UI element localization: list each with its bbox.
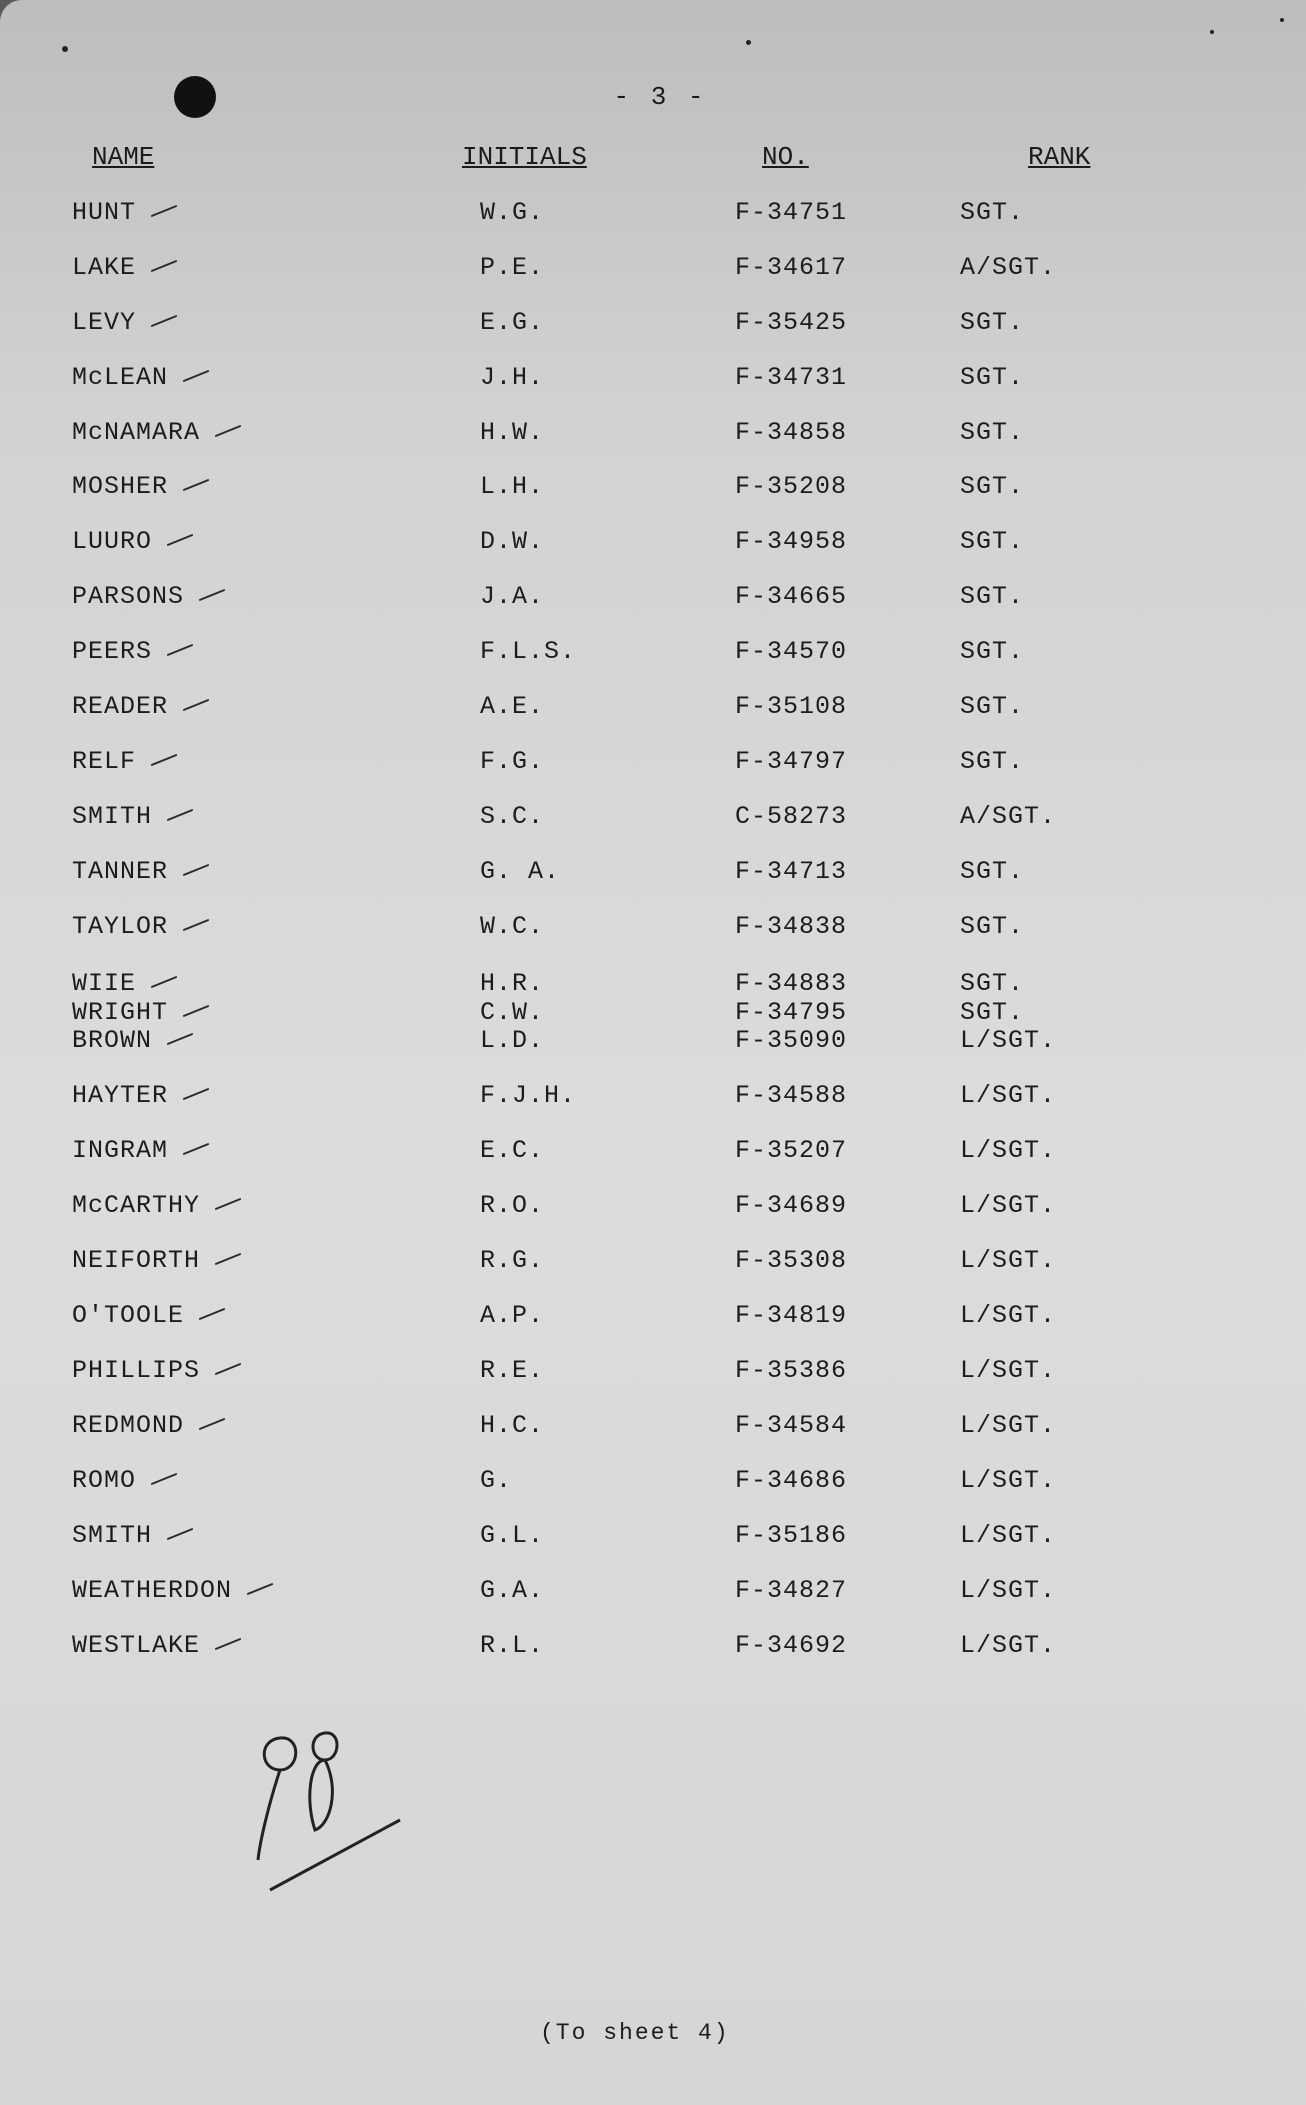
row-name: TAYLOR <box>72 912 169 941</box>
row-rank: L/SGT. <box>960 1026 1057 1055</box>
row-name: O'TOOLE <box>72 1301 185 1330</box>
to-sheet-note: (To sheet 4) <box>540 2020 730 2046</box>
row-rank: A/SGT. <box>960 253 1057 282</box>
row-number: F-35308 <box>735 1246 848 1275</box>
check-mark-icon <box>183 1143 210 1155</box>
row-number: F-34838 <box>735 912 848 941</box>
row-name: WIIE <box>72 969 137 998</box>
row-initials: C.W. <box>480 998 545 1027</box>
check-mark-icon <box>183 479 210 491</box>
row-initials: P.E. <box>480 253 545 282</box>
row-name: WRIGHT <box>72 998 169 1027</box>
row-initials: H.W. <box>480 418 545 447</box>
row-rank: L/SGT. <box>960 1356 1057 1385</box>
row-initials: G.L. <box>480 1521 545 1550</box>
row-name: HUNT <box>72 198 137 227</box>
row-name: PHILLIPS <box>72 1356 201 1385</box>
row-initials: G. A. <box>480 857 561 886</box>
table-row <box>0 1356 1306 1396</box>
row-number: F-35207 <box>735 1136 848 1165</box>
row-number: F-34858 <box>735 418 848 447</box>
table-row <box>0 1136 1306 1176</box>
table-row <box>0 692 1306 732</box>
row-initials: A.E. <box>480 692 545 721</box>
table-row <box>0 582 1306 622</box>
check-mark-icon <box>215 1638 242 1650</box>
check-mark-icon <box>151 754 178 766</box>
row-rank: SGT. <box>960 912 1025 941</box>
row-number: F-34958 <box>735 527 848 556</box>
row-name: WEATHERDON <box>72 1576 233 1605</box>
check-mark-icon <box>183 370 210 382</box>
row-initials: A.P. <box>480 1301 545 1330</box>
row-initials: L.D. <box>480 1026 545 1055</box>
row-number: F-34751 <box>735 198 848 227</box>
row-rank: SGT. <box>960 857 1025 886</box>
row-number: F-34689 <box>735 1191 848 1220</box>
table-row <box>0 1466 1306 1506</box>
row-number: F-34584 <box>735 1411 848 1440</box>
punch-hole <box>174 76 216 118</box>
row-initials: R.E. <box>480 1356 545 1385</box>
row-name: READER <box>72 692 169 721</box>
row-name: TANNER <box>72 857 169 886</box>
row-number: F-34617 <box>735 253 848 282</box>
check-mark-icon <box>183 1088 210 1100</box>
row-number: F-35090 <box>735 1026 848 1055</box>
speck <box>1280 18 1284 22</box>
row-name: McLEAN <box>72 363 169 392</box>
table-row <box>0 802 1306 842</box>
check-mark-icon <box>199 1418 226 1430</box>
row-number: F-34883 <box>735 969 848 998</box>
row-initials: F.G. <box>480 747 545 776</box>
row-number: F-34692 <box>735 1631 848 1660</box>
row-name: LAKE <box>72 253 137 282</box>
check-mark-icon <box>151 315 178 327</box>
row-name: SMITH <box>72 802 153 831</box>
row-initials: H.C. <box>480 1411 545 1440</box>
check-mark-icon <box>183 699 210 711</box>
header-initials: INITIALS <box>462 142 587 172</box>
check-mark-icon <box>167 644 194 656</box>
row-name: McCARTHY <box>72 1191 201 1220</box>
row-rank: L/SGT. <box>960 1466 1057 1495</box>
row-initials: G. <box>480 1466 513 1495</box>
check-mark-icon <box>183 1005 210 1017</box>
row-name: LEVY <box>72 308 137 337</box>
row-number: F-35425 <box>735 308 848 337</box>
row-initials: D.W. <box>480 527 545 556</box>
check-mark-icon <box>215 425 242 437</box>
row-name: ROMO <box>72 1466 137 1495</box>
row-number: F-35108 <box>735 692 848 721</box>
check-mark-icon <box>199 1308 226 1320</box>
row-initials: F.L.S. <box>480 637 577 666</box>
row-name: McNAMARA <box>72 418 201 447</box>
header-name: NAME <box>92 142 155 172</box>
row-initials: W.C. <box>480 912 545 941</box>
row-initials: E.G. <box>480 308 545 337</box>
check-mark-icon <box>247 1583 274 1595</box>
table-row <box>0 198 1306 238</box>
row-name: LUURO <box>72 527 153 556</box>
table-row <box>0 637 1306 677</box>
row-rank: SGT. <box>960 198 1025 227</box>
row-rank: SGT. <box>960 747 1025 776</box>
table-row <box>0 1521 1306 1561</box>
row-name: HAYTER <box>72 1081 169 1110</box>
row-name: PARSONS <box>72 582 185 611</box>
row-initials: R.G. <box>480 1246 545 1275</box>
row-rank: L/SGT. <box>960 1136 1057 1165</box>
row-initials: E.C. <box>480 1136 545 1165</box>
check-mark-icon <box>167 1033 194 1045</box>
row-initials: S.C. <box>480 802 545 831</box>
check-mark-icon <box>167 534 194 546</box>
row-name: BROWN <box>72 1026 153 1055</box>
row-name: WESTLAKE <box>72 1631 201 1660</box>
row-rank: SGT. <box>960 998 1025 1027</box>
table-row <box>0 1191 1306 1231</box>
check-mark-icon <box>151 260 178 272</box>
row-initials: H.R. <box>480 969 545 998</box>
row-initials: F.J.H. <box>480 1081 577 1110</box>
table-row <box>0 527 1306 567</box>
row-name: MOSHER <box>72 472 169 501</box>
row-name: REDMOND <box>72 1411 185 1440</box>
header-no: NO. <box>762 142 809 172</box>
table-row <box>0 1026 1306 1066</box>
row-number: F-35208 <box>735 472 848 501</box>
row-name: NEIFORTH <box>72 1246 201 1275</box>
row-initials: G.A. <box>480 1576 545 1605</box>
table-row <box>0 747 1306 787</box>
table-row <box>0 1246 1306 1286</box>
row-rank: SGT. <box>960 692 1025 721</box>
row-name: PEERS <box>72 637 153 666</box>
table-row <box>0 1301 1306 1341</box>
table-row <box>0 308 1306 348</box>
table-row <box>0 472 1306 512</box>
row-rank: SGT. <box>960 582 1025 611</box>
row-initials: R.O. <box>480 1191 545 1220</box>
check-mark-icon <box>151 976 178 988</box>
row-number: F-34665 <box>735 582 848 611</box>
table-row <box>0 1081 1306 1121</box>
row-initials: J.A. <box>480 582 545 611</box>
row-number: F-35386 <box>735 1356 848 1385</box>
table-row <box>0 363 1306 403</box>
speck <box>1210 30 1214 34</box>
row-number: F-34819 <box>735 1301 848 1330</box>
row-rank: L/SGT. <box>960 1411 1057 1440</box>
row-initials: R.L. <box>480 1631 545 1660</box>
row-rank: SGT. <box>960 969 1025 998</box>
check-mark-icon <box>151 1473 178 1485</box>
page-number: - 3 - <box>613 82 707 112</box>
row-number: F-34827 <box>735 1576 848 1605</box>
row-name: RELF <box>72 747 137 776</box>
table-row <box>0 1631 1306 1671</box>
row-rank: SGT. <box>960 308 1025 337</box>
row-number: C-58273 <box>735 802 848 831</box>
table-row <box>0 1411 1306 1451</box>
row-number: F-34713 <box>735 857 848 886</box>
check-mark-icon <box>167 809 194 821</box>
row-number: F-34570 <box>735 637 848 666</box>
row-rank: L/SGT. <box>960 1301 1057 1330</box>
speck <box>746 40 751 45</box>
row-number: F-34795 <box>735 998 848 1027</box>
check-mark-icon <box>151 205 178 217</box>
check-mark-icon <box>199 589 226 601</box>
row-number: F-35186 <box>735 1521 848 1550</box>
row-rank: SGT. <box>960 363 1025 392</box>
check-mark-icon <box>167 1528 194 1540</box>
table-row <box>0 857 1306 897</box>
row-rank: L/SGT. <box>960 1576 1057 1605</box>
row-initials: W.G. <box>480 198 545 227</box>
table-row <box>0 253 1306 293</box>
row-rank: SGT. <box>960 418 1025 447</box>
header-rank: RANK <box>1028 142 1091 172</box>
row-rank: SGT. <box>960 637 1025 666</box>
row-rank: L/SGT. <box>960 1631 1057 1660</box>
row-rank: L/SGT. <box>960 1521 1057 1550</box>
row-number: F-34797 <box>735 747 848 776</box>
row-number: F-34588 <box>735 1081 848 1110</box>
check-mark-icon <box>215 1253 242 1265</box>
row-rank: L/SGT. <box>960 1246 1057 1275</box>
row-initials: L.H. <box>480 472 545 501</box>
row-rank: L/SGT. <box>960 1081 1057 1110</box>
row-name: INGRAM <box>72 1136 169 1165</box>
row-initials: J.H. <box>480 363 545 392</box>
row-number: F-34686 <box>735 1466 848 1495</box>
check-mark-icon <box>183 864 210 876</box>
table-row <box>0 912 1306 952</box>
speck <box>62 46 68 52</box>
row-rank: SGT. <box>960 527 1025 556</box>
check-mark-icon <box>183 919 210 931</box>
handwritten-note-98 <box>250 1700 410 1900</box>
row-rank: SGT. <box>960 472 1025 501</box>
check-mark-icon <box>215 1363 242 1375</box>
check-mark-icon <box>215 1198 242 1210</box>
row-number: F-34731 <box>735 363 848 392</box>
row-rank: A/SGT. <box>960 802 1057 831</box>
table-row <box>0 418 1306 458</box>
row-name: SMITH <box>72 1521 153 1550</box>
row-rank: L/SGT. <box>960 1191 1057 1220</box>
table-row <box>0 1576 1306 1616</box>
